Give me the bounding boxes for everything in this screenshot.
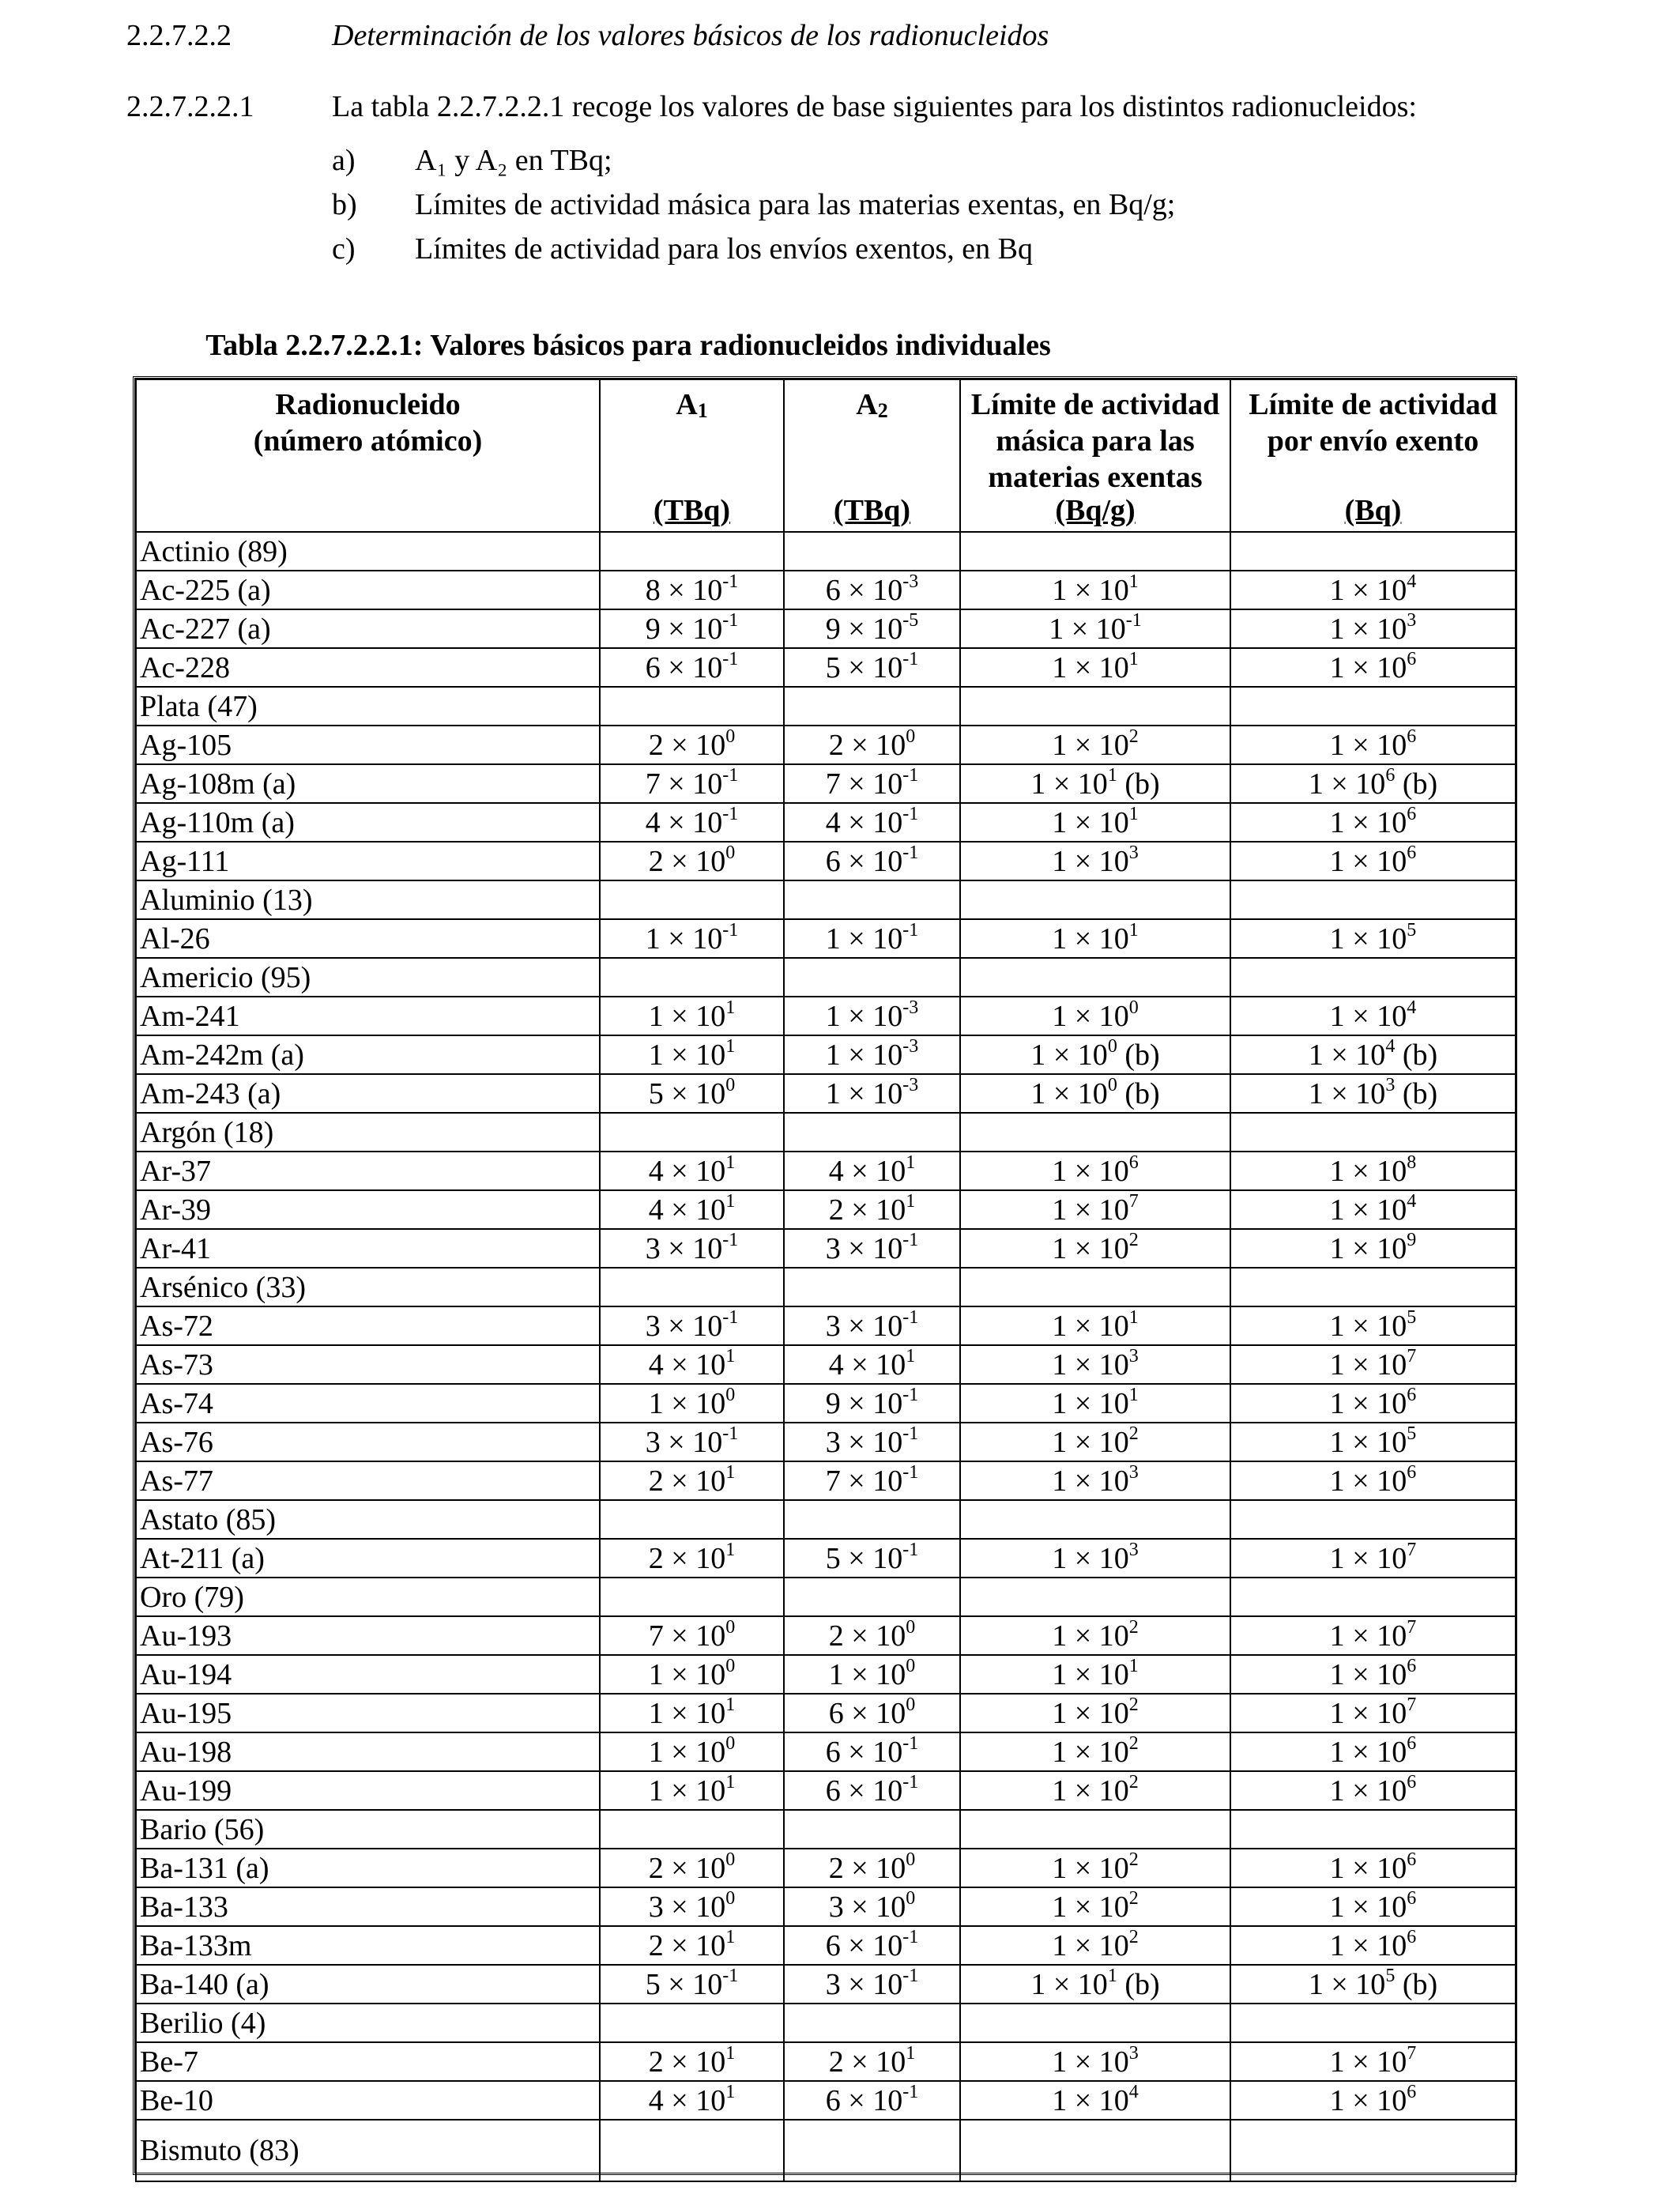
table-row xyxy=(136,2004,1516,2042)
cell-a2: $3 \times 10^0$ xyxy=(784,1887,960,1926)
cell-consignment-limit xyxy=(1230,1578,1516,1616)
cell-mass-limit xyxy=(960,1113,1230,1152)
cell-consignment-limit: $1 \times 10^6$ xyxy=(1230,1887,1516,1926)
cell-a1 xyxy=(600,1113,784,1152)
cell-a1: $4 \times 10^1$ xyxy=(600,2081,784,2120)
cell-radionuclide: Ag-105 xyxy=(136,726,600,764)
cell-consignment-limit xyxy=(1230,687,1516,726)
subsection-number: 2.2.7.2.2.1 xyxy=(126,90,254,123)
table-row xyxy=(136,648,1516,687)
cell-radionuclide: Ag-108m (a) xyxy=(136,764,600,803)
cell-mass-limit: $1 \times 10^2$ xyxy=(960,1849,1230,1887)
table-row xyxy=(136,1152,1516,1190)
column-header-label: Límite de actividad másica para las materias exentas xyxy=(970,388,1220,494)
cell-consignment-limit: $1 \times 10^6$ xyxy=(1230,1926,1516,1965)
cell-consignment-limit xyxy=(1230,2004,1516,2042)
cell-radionuclide: As-72 xyxy=(136,1306,600,1345)
cell-consignment-limit: $1 \times 10^5$ xyxy=(1230,1306,1516,1345)
cell-radionuclide: Ba-140 (a) xyxy=(136,1965,600,2004)
table-row xyxy=(136,997,1516,1035)
cell-a1: $2 \times 10^0$ xyxy=(600,842,784,880)
table-row xyxy=(136,687,1516,726)
cell-radionuclide: Ba-131 (a) xyxy=(136,1849,600,1887)
cell-a2: $1 \times 10^{-3}$ xyxy=(784,1035,960,1074)
cell-a1 xyxy=(600,1810,784,1849)
cell-a1 xyxy=(600,2004,784,2042)
cell-a1: $1 \times 10^0$ xyxy=(600,1655,784,1694)
cell-radionuclide: Bismuto (83) xyxy=(136,2120,600,2181)
cell-a1: $2 \times 10^1$ xyxy=(600,1926,784,1965)
cell-mass-limit xyxy=(960,958,1230,997)
table-row xyxy=(136,842,1516,880)
cell-a2: $3 \times 10^{-1}$ xyxy=(784,1965,960,2004)
table-row xyxy=(136,1074,1516,1113)
cell-radionuclide: Oro (79) xyxy=(136,1578,600,1616)
cell-a1: $1 \times 10^{-1}$ xyxy=(600,919,784,958)
table-row xyxy=(136,1694,1516,1732)
cell-radionuclide: Ar-41 xyxy=(136,1229,600,1268)
table-row xyxy=(136,1384,1516,1423)
cell-a2: $5 \times 10^{-1}$ xyxy=(784,1539,960,1578)
cell-a2: $6 \times 10^{-1}$ xyxy=(784,1926,960,1965)
list-letter: b) xyxy=(332,188,357,221)
cell-a1 xyxy=(600,1500,784,1539)
cell-a2 xyxy=(784,880,960,919)
table-row xyxy=(136,1035,1516,1074)
cell-consignment-limit: $1 \times 10^6$ xyxy=(1230,1655,1516,1694)
cell-radionuclide: Ba-133m xyxy=(136,1926,600,1965)
cell-mass-limit xyxy=(960,1578,1230,1616)
cell-a2: $2 \times 10^0$ xyxy=(784,1849,960,1887)
cell-consignment-limit: $1 \times 10^7$ xyxy=(1230,1616,1516,1655)
cell-mass-limit: $1 \times 10^3$ xyxy=(960,2042,1230,2081)
cell-consignment-limit: $1 \times 10^3$ xyxy=(1230,609,1516,648)
table-row xyxy=(136,958,1516,997)
column-header-unit: (TBq) xyxy=(653,494,731,527)
cell-mass-limit xyxy=(960,532,1230,571)
cell-consignment-limit: $1 \times 10^6$ xyxy=(1230,1849,1516,1887)
list-text: A₁ y A₂ en TBq; xyxy=(415,144,612,177)
cell-a2: $6 \times 10^{-1}$ xyxy=(784,1771,960,1810)
table-row xyxy=(136,1345,1516,1384)
cell-a2: $6 \times 10^0$ xyxy=(784,1694,960,1732)
table-body xyxy=(136,532,1516,2181)
table-row xyxy=(136,2120,1516,2181)
cell-a2: $1 \times 10^0$ xyxy=(784,1655,960,1694)
cell-a1: $4 \times 10^1$ xyxy=(600,1190,784,1229)
table-row xyxy=(136,609,1516,648)
cell-radionuclide: Al-26 xyxy=(136,919,600,958)
cell-mass-limit: $1 \times 10^0$ xyxy=(960,997,1230,1035)
cell-mass-limit: $1 \times 10^1$ xyxy=(960,803,1230,842)
cell-a2: $9 \times 10^{-5}$ xyxy=(784,609,960,648)
cell-a2 xyxy=(784,1500,960,1539)
cell-mass-limit: $1 \times 10^1$ xyxy=(960,919,1230,958)
cell-consignment-limit: $1 \times 10^6$ (b) xyxy=(1230,764,1516,803)
cell-consignment-limit: $1 \times 10^4$ (b) xyxy=(1230,1035,1516,1074)
table-row xyxy=(136,1190,1516,1229)
cell-mass-limit: $1 \times 10^0$ (b) xyxy=(960,1035,1230,1074)
cell-radionuclide: Au-194 xyxy=(136,1655,600,1694)
cell-radionuclide: Arsénico (33) xyxy=(136,1268,600,1306)
cell-consignment-limit: $1 \times 10^6$ xyxy=(1230,1771,1516,1810)
cell-mass-limit: $1 \times 10^2$ xyxy=(960,1771,1230,1810)
cell-mass-limit: $1 \times 10^1$ xyxy=(960,1306,1230,1345)
cell-mass-limit: $1 \times 10^{-1}$ xyxy=(960,609,1230,648)
cell-consignment-limit: $1 \times 10^5$ xyxy=(1230,1423,1516,1461)
cell-radionuclide: Au-195 xyxy=(136,1694,600,1732)
cell-a2: $7 \times 10^{-1}$ xyxy=(784,1461,960,1500)
cell-mass-limit: $1 \times 10^4$ xyxy=(960,2081,1230,2120)
cell-a1: $2 \times 10^1$ xyxy=(600,2042,784,2081)
cell-consignment-limit xyxy=(1230,2120,1516,2181)
cell-consignment-limit xyxy=(1230,958,1516,997)
cell-a2: $2 \times 10^0$ xyxy=(784,726,960,764)
table-row xyxy=(136,1229,1516,1268)
table-row xyxy=(136,2042,1516,2081)
cell-a2: $4 \times 10^1$ xyxy=(784,1345,960,1384)
section-title: Determinación de los valores básicos de los radionucleidos xyxy=(332,19,1049,52)
cell-mass-limit: $1 \times 10^0$ (b) xyxy=(960,1074,1230,1113)
column-header-label: Radionucleido (número atómico) xyxy=(253,388,483,458)
cell-a1: $3 \times 10^{-1}$ xyxy=(600,1306,784,1345)
cell-a2 xyxy=(784,1113,960,1152)
cell-radionuclide: Bario (56) xyxy=(136,1810,600,1849)
column-header-mass-activity-limit xyxy=(960,379,1230,532)
table-row xyxy=(136,919,1516,958)
cell-a1: $4 \times 10^1$ xyxy=(600,1345,784,1384)
column-header-a2 xyxy=(784,379,960,532)
cell-mass-limit: $1 \times 10^3$ xyxy=(960,1461,1230,1500)
cell-mass-limit: $1 \times 10^1$ xyxy=(960,1384,1230,1423)
cell-a2 xyxy=(784,2004,960,2042)
cell-radionuclide: At-211 (a) xyxy=(136,1539,600,1578)
cell-mass-limit: $1 \times 10^3$ xyxy=(960,1345,1230,1384)
cell-mass-limit: $1 \times 10^1$ (b) xyxy=(960,1965,1230,2004)
cell-mass-limit: $1 \times 10^3$ xyxy=(960,842,1230,880)
column-header-radionuclide xyxy=(136,379,600,532)
cell-mass-limit xyxy=(960,1810,1230,1849)
subsection-text: La tabla 2.2.7.2.2.1 recoge los valores de base siguientes para los distintos radionucleidos: xyxy=(332,90,1417,123)
cell-mass-limit xyxy=(960,687,1230,726)
cell-a2: $6 \times 10^{-3}$ xyxy=(784,571,960,609)
cell-radionuclide: As-76 xyxy=(136,1423,600,1461)
cell-mass-limit: $1 \times 10^2$ xyxy=(960,1616,1230,1655)
cell-a1: $7 \times 10^0$ xyxy=(600,1616,784,1655)
cell-a1: $1 \times 10^1$ xyxy=(600,1694,784,1732)
cell-mass-limit xyxy=(960,2004,1230,2042)
cell-a2: $4 \times 10^{-1}$ xyxy=(784,803,960,842)
cell-consignment-limit: $1 \times 10^6$ xyxy=(1230,803,1516,842)
cell-consignment-limit: $1 \times 10^7$ xyxy=(1230,2042,1516,2081)
cell-a2: $3 \times 10^{-1}$ xyxy=(784,1423,960,1461)
cell-radionuclide: Berilio (4) xyxy=(136,2004,600,2042)
cell-a2: $6 \times 10^{-1}$ xyxy=(784,1732,960,1771)
list-text: Límites de actividad para los envíos exentos, en Bq xyxy=(415,232,1033,266)
table-row xyxy=(136,1655,1516,1694)
cell-consignment-limit xyxy=(1230,1500,1516,1539)
cell-mass-limit xyxy=(960,1268,1230,1306)
cell-radionuclide: Actinio (89) xyxy=(136,532,600,571)
table-frame xyxy=(133,376,1517,2175)
cell-a1: $1 \times 10^1$ xyxy=(600,1035,784,1074)
cell-a1: $3 \times 10^{-1}$ xyxy=(600,1423,784,1461)
cell-a2: $1 \times 10^{-3}$ xyxy=(784,997,960,1035)
cell-a2 xyxy=(784,2120,960,2181)
cell-consignment-limit: $1 \times 10^7$ xyxy=(1230,1345,1516,1384)
cell-radionuclide: Aluminio (13) xyxy=(136,880,600,919)
table-header-row xyxy=(136,379,1516,532)
cell-radionuclide: Argón (18) xyxy=(136,1113,600,1152)
column-header-label: $A_2$ xyxy=(856,388,888,422)
cell-mass-limit xyxy=(960,880,1230,919)
cell-a2: $3 \times 10^{-1}$ xyxy=(784,1229,960,1268)
table-row xyxy=(136,726,1516,764)
cell-a1 xyxy=(600,880,784,919)
cell-a2: $2 \times 10^1$ xyxy=(784,2042,960,2081)
cell-a1: $1 \times 10^1$ xyxy=(600,1771,784,1810)
cell-radionuclide: Ac-227 (a) xyxy=(136,609,600,648)
cell-a1: $5 \times 10^0$ xyxy=(600,1074,784,1113)
cell-a1: $3 \times 10^0$ xyxy=(600,1887,784,1926)
cell-mass-limit: $1 \times 10^7$ xyxy=(960,1190,1230,1229)
cell-a1: $1 \times 10^1$ xyxy=(600,997,784,1035)
cell-a2 xyxy=(784,532,960,571)
table-row xyxy=(136,1113,1516,1152)
cell-radionuclide: Ar-39 xyxy=(136,1190,600,1229)
cell-a2 xyxy=(784,958,960,997)
cell-radionuclide: Plata (47) xyxy=(136,687,600,726)
cell-consignment-limit: $1 \times 10^6$ xyxy=(1230,1732,1516,1771)
table-row xyxy=(136,1268,1516,1306)
table-row xyxy=(136,1771,1516,1810)
cell-radionuclide: Au-198 xyxy=(136,1732,600,1771)
table-row xyxy=(136,2081,1516,2120)
cell-radionuclide: Ar-37 xyxy=(136,1152,600,1190)
cell-consignment-limit: $1 \times 10^6$ xyxy=(1230,2081,1516,2120)
cell-mass-limit: $1 \times 10^1$ (b) xyxy=(960,764,1230,803)
table-row xyxy=(136,1500,1516,1539)
table-row xyxy=(136,1539,1516,1578)
table-row xyxy=(136,1810,1516,1849)
cell-a1: $3 \times 10^{-1}$ xyxy=(600,1229,784,1268)
cell-a2: $4 \times 10^1$ xyxy=(784,1152,960,1190)
cell-consignment-limit: $1 \times 10^5$ xyxy=(1230,919,1516,958)
table-row xyxy=(136,1461,1516,1500)
cell-mass-limit: $1 \times 10^2$ xyxy=(960,1229,1230,1268)
cell-consignment-limit xyxy=(1230,880,1516,919)
cell-radionuclide: Astato (85) xyxy=(136,1500,600,1539)
section-number: 2.2.7.2.2 xyxy=(126,19,232,52)
cell-a2 xyxy=(784,1810,960,1849)
cell-radionuclide: Ba-133 xyxy=(136,1887,600,1926)
cell-radionuclide: As-74 xyxy=(136,1384,600,1423)
cell-a1: $2 \times 10^1$ xyxy=(600,1539,784,1578)
cell-a1: $8 \times 10^{-1}$ xyxy=(600,571,784,609)
cell-consignment-limit: $1 \times 10^6$ xyxy=(1230,648,1516,687)
cell-consignment-limit: $1 \times 10^4$ xyxy=(1230,571,1516,609)
cell-a2: $1 \times 10^{-1}$ xyxy=(784,919,960,958)
table-row xyxy=(136,1926,1516,1965)
cell-radionuclide: Be-10 xyxy=(136,2081,600,2120)
cell-mass-limit: $1 \times 10^2$ xyxy=(960,1926,1230,1965)
cell-mass-limit: $1 \times 10^1$ xyxy=(960,571,1230,609)
cell-a1: $6 \times 10^{-1}$ xyxy=(600,648,784,687)
cell-a2: $3 \times 10^{-1}$ xyxy=(784,1306,960,1345)
cell-a2 xyxy=(784,1268,960,1306)
cell-radionuclide: Be-7 xyxy=(136,2042,600,2081)
table-row xyxy=(136,803,1516,842)
table-row xyxy=(136,1578,1516,1616)
cell-a1 xyxy=(600,2120,784,2181)
cell-mass-limit: $1 \times 10^2$ xyxy=(960,726,1230,764)
cell-radionuclide: Au-199 xyxy=(136,1771,600,1810)
column-header-label: Límite de actividad por envío exento xyxy=(1249,388,1497,458)
cell-consignment-limit: $1 \times 10^5$ (b) xyxy=(1230,1965,1516,2004)
cell-mass-limit: $1 \times 10^6$ xyxy=(960,1152,1230,1190)
cell-a2: $1 \times 10^{-3}$ xyxy=(784,1074,960,1113)
cell-radionuclide: Americio (95) xyxy=(136,958,600,997)
cell-a1: $2 \times 10^0$ xyxy=(600,726,784,764)
column-header-label: $A_1$ xyxy=(676,388,708,422)
table-caption: Tabla 2.2.7.2.2.1: Valores básicos para radionucleidos individuales xyxy=(205,329,1051,362)
cell-a1 xyxy=(600,687,784,726)
cell-a1 xyxy=(600,958,784,997)
cell-a1: $2 \times 10^1$ xyxy=(600,1461,784,1500)
cell-mass-limit: $1 \times 10^2$ xyxy=(960,1423,1230,1461)
cell-mass-limit: $1 \times 10^1$ xyxy=(960,1655,1230,1694)
cell-consignment-limit xyxy=(1230,532,1516,571)
cell-a1: $9 \times 10^{-1}$ xyxy=(600,609,784,648)
cell-consignment-limit: $1 \times 10^3$ (b) xyxy=(1230,1074,1516,1113)
cell-radionuclide: Au-193 xyxy=(136,1616,600,1655)
cell-consignment-limit: $1 \times 10^6$ xyxy=(1230,1461,1516,1500)
column-header-consignment-activity-limit xyxy=(1230,379,1516,532)
cell-a1: $5 \times 10^{-1}$ xyxy=(600,1965,784,2004)
radionuclide-table xyxy=(135,379,1516,2182)
list-letter: a) xyxy=(332,144,356,177)
cell-radionuclide: As-73 xyxy=(136,1345,600,1384)
cell-mass-limit xyxy=(960,1500,1230,1539)
cell-a2: $6 \times 10^{-1}$ xyxy=(784,2081,960,2120)
cell-consignment-limit: $1 \times 10^4$ xyxy=(1230,1190,1516,1229)
list-letter: c) xyxy=(332,232,356,266)
cell-radionuclide: As-77 xyxy=(136,1461,600,1500)
cell-a1 xyxy=(600,1268,784,1306)
cell-a1: $7 \times 10^{-1}$ xyxy=(600,764,784,803)
cell-a1: $4 \times 10^1$ xyxy=(600,1152,784,1190)
cell-radionuclide: Ag-110m (a) xyxy=(136,803,600,842)
cell-consignment-limit: $1 \times 10^4$ xyxy=(1230,997,1516,1035)
cell-mass-limit: $1 \times 10^2$ xyxy=(960,1732,1230,1771)
cell-mass-limit xyxy=(960,2120,1230,2181)
table-row xyxy=(136,1616,1516,1655)
cell-mass-limit: $1 \times 10^3$ xyxy=(960,1539,1230,1578)
table-row xyxy=(136,764,1516,803)
cell-consignment-limit xyxy=(1230,1268,1516,1306)
cell-a2: $2 \times 10^0$ xyxy=(784,1616,960,1655)
cell-radionuclide: Ac-228 xyxy=(136,648,600,687)
cell-consignment-limit: $1 \times 10^7$ xyxy=(1230,1539,1516,1578)
table-row xyxy=(136,1423,1516,1461)
cell-radionuclide: Am-243 (a) xyxy=(136,1074,600,1113)
cell-consignment-limit: $1 \times 10^7$ xyxy=(1230,1694,1516,1732)
cell-consignment-limit: $1 \times 10^6$ xyxy=(1230,726,1516,764)
cell-consignment-limit xyxy=(1230,1810,1516,1849)
cell-radionuclide: Ac-225 (a) xyxy=(136,571,600,609)
cell-a2: $5 \times 10^{-1}$ xyxy=(784,648,960,687)
list-text: Límites de actividad másica para las materias exentas, en Bq/g; xyxy=(415,188,1176,221)
cell-a2: $2 \times 10^1$ xyxy=(784,1190,960,1229)
cell-a1 xyxy=(600,1578,784,1616)
table-row xyxy=(136,532,1516,571)
column-header-unit: (TBq) xyxy=(833,494,911,527)
cell-a1: $2 \times 10^0$ xyxy=(600,1849,784,1887)
cell-consignment-limit: $1 \times 10^8$ xyxy=(1230,1152,1516,1190)
cell-mass-limit: $1 \times 10^1$ xyxy=(960,648,1230,687)
cell-a2: $9 \times 10^{-1}$ xyxy=(784,1384,960,1423)
column-header-a1 xyxy=(600,379,784,532)
cell-a2: $7 \times 10^{-1}$ xyxy=(784,764,960,803)
cell-a1: $1 \times 10^0$ xyxy=(600,1732,784,1771)
cell-a1: $1 \times 10^0$ xyxy=(600,1384,784,1423)
table-row xyxy=(136,1887,1516,1926)
cell-a1 xyxy=(600,532,784,571)
cell-consignment-limit: $1 \times 10^6$ xyxy=(1230,842,1516,880)
cell-consignment-limit: $1 \times 10^9$ xyxy=(1230,1229,1516,1268)
cell-radionuclide: Am-241 xyxy=(136,997,600,1035)
cell-consignment-limit: $1 \times 10^6$ xyxy=(1230,1384,1516,1423)
table-row xyxy=(136,1965,1516,2004)
table-row xyxy=(136,1849,1516,1887)
cell-mass-limit: $1 \times 10^2$ xyxy=(960,1694,1230,1732)
column-header-unit: (Bq) xyxy=(1344,494,1402,527)
cell-mass-limit: $1 \times 10^2$ xyxy=(960,1887,1230,1926)
table-row xyxy=(136,1306,1516,1345)
table-row xyxy=(136,880,1516,919)
cell-radionuclide: Am-242m (a) xyxy=(136,1035,600,1074)
table-row xyxy=(136,1732,1516,1771)
column-header-unit: (Bq/g) xyxy=(1055,494,1136,527)
cell-consignment-limit xyxy=(1230,1113,1516,1152)
cell-a2: $6 \times 10^{-1}$ xyxy=(784,842,960,880)
cell-radionuclide: Ag-111 xyxy=(136,842,600,880)
cell-a2 xyxy=(784,1578,960,1616)
table-row xyxy=(136,571,1516,609)
cell-a1: $4 \times 10^{-1}$ xyxy=(600,803,784,842)
cell-a2 xyxy=(784,687,960,726)
